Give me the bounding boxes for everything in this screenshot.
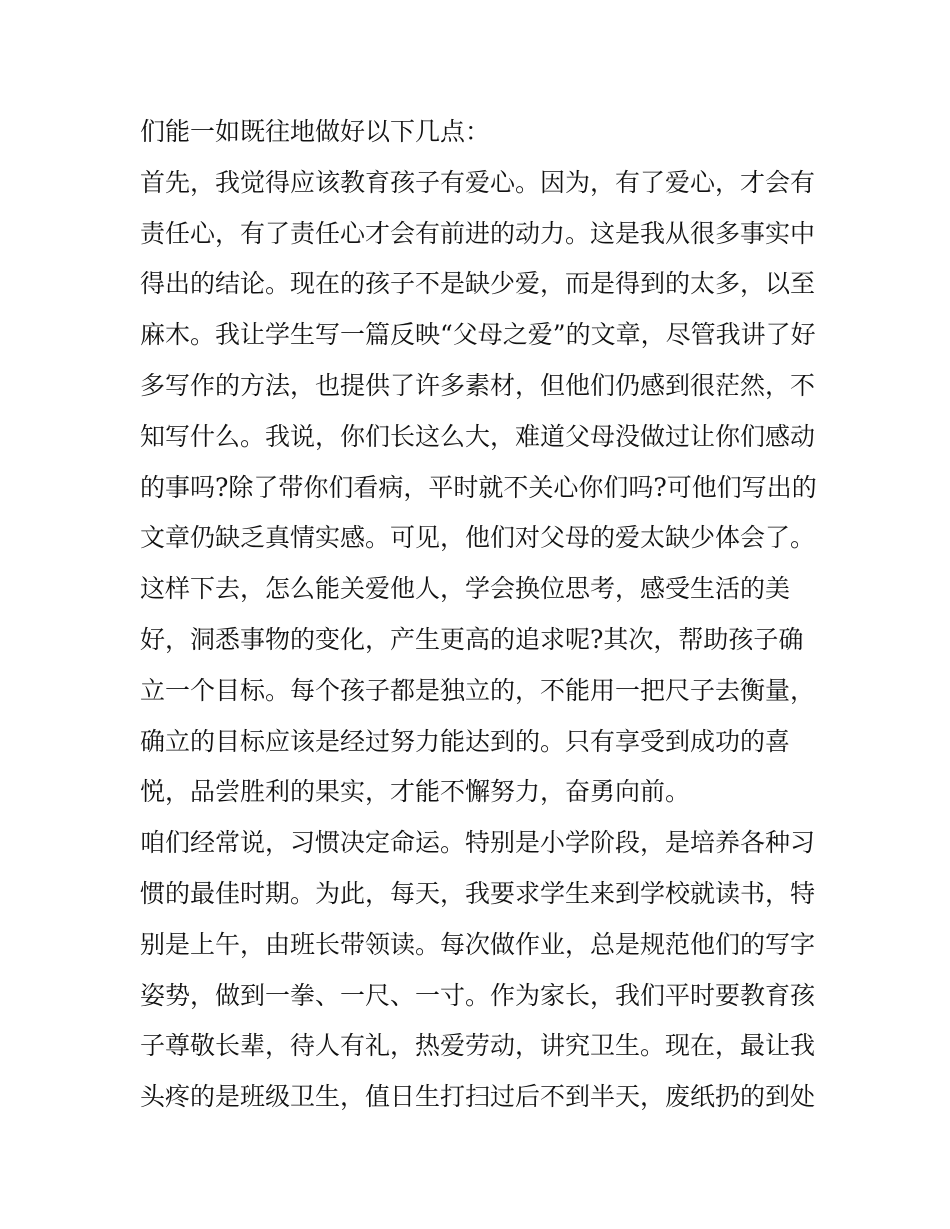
text-line: 责任心，有了责任心才会有前进的动力。这是我从很多事实中 [140,218,816,248]
text-line: 确立的目标应该是经过努力能达到的。只有享受到成功的喜 [140,726,791,756]
text-line: 首先，我觉得应该教育孩子有爱心。因为，有了爱心，才会有 [140,167,816,197]
text-line: 头疼的是班级卫生，值日生打扫过后不到半天，废纸扔的到处 [140,1082,816,1112]
text-line: 们能一如既往地做好以下几点： [140,117,491,146]
text-line: 这样下去，怎么能关爱他人，学会换位思考，感受生活的美 [140,574,791,604]
text-line: 得出的结论。现在的孩子不是缺少爱，而是得到的太多，以至 [140,269,816,299]
text-line: 姿势，做到一拳、一尺、一寸。作为家长，我们平时要教育孩 [140,980,816,1010]
text-line: 文章仍缺乏真情实感。可见，他们对父母的爱太缺少体会了。 [140,523,816,553]
text-line: 知写什么。我说，你们长这么大，难道父母没做过让你们感动 [140,421,816,451]
text-line: 惯的最佳时期。为此，每天，我要求学生来到学校就读书，特 [140,878,816,908]
text-line: 的事吗?除了带你们看病，平时就不关心你们吗?可他们写出的 [140,472,817,502]
text-line: 咱们经常说，习惯决定命运。特别是小学阶段，是培养各种习 [140,828,816,858]
text-line: 悦，品尝胜利的果实，才能不懈努力，奋勇向前。 [140,777,691,807]
body-text [140,107,820,1123]
text-line: 麻木。我让学生写一篇反映“父母之爱”的文章，尽管我讲了好 [140,320,816,350]
text-line: 子尊敬长辈，待人有礼，热爱劳动，讲究卫生。现在，最让我 [140,1031,816,1061]
text-line: 好，洞悉事物的变化，产生更高的追求呢?其次，帮助孩子确 [140,624,804,654]
text-line: 多写作的方法，也提供了许多素材，但他们仍感到很茫然，不 [140,370,816,400]
text-line: 立一个目标。每个孩子都是独立的，不能用一把尺子去衡量， [140,675,816,705]
text-line: 别是上午，由班长带领读。每次做作业，总是规范他们的写字 [140,929,816,959]
